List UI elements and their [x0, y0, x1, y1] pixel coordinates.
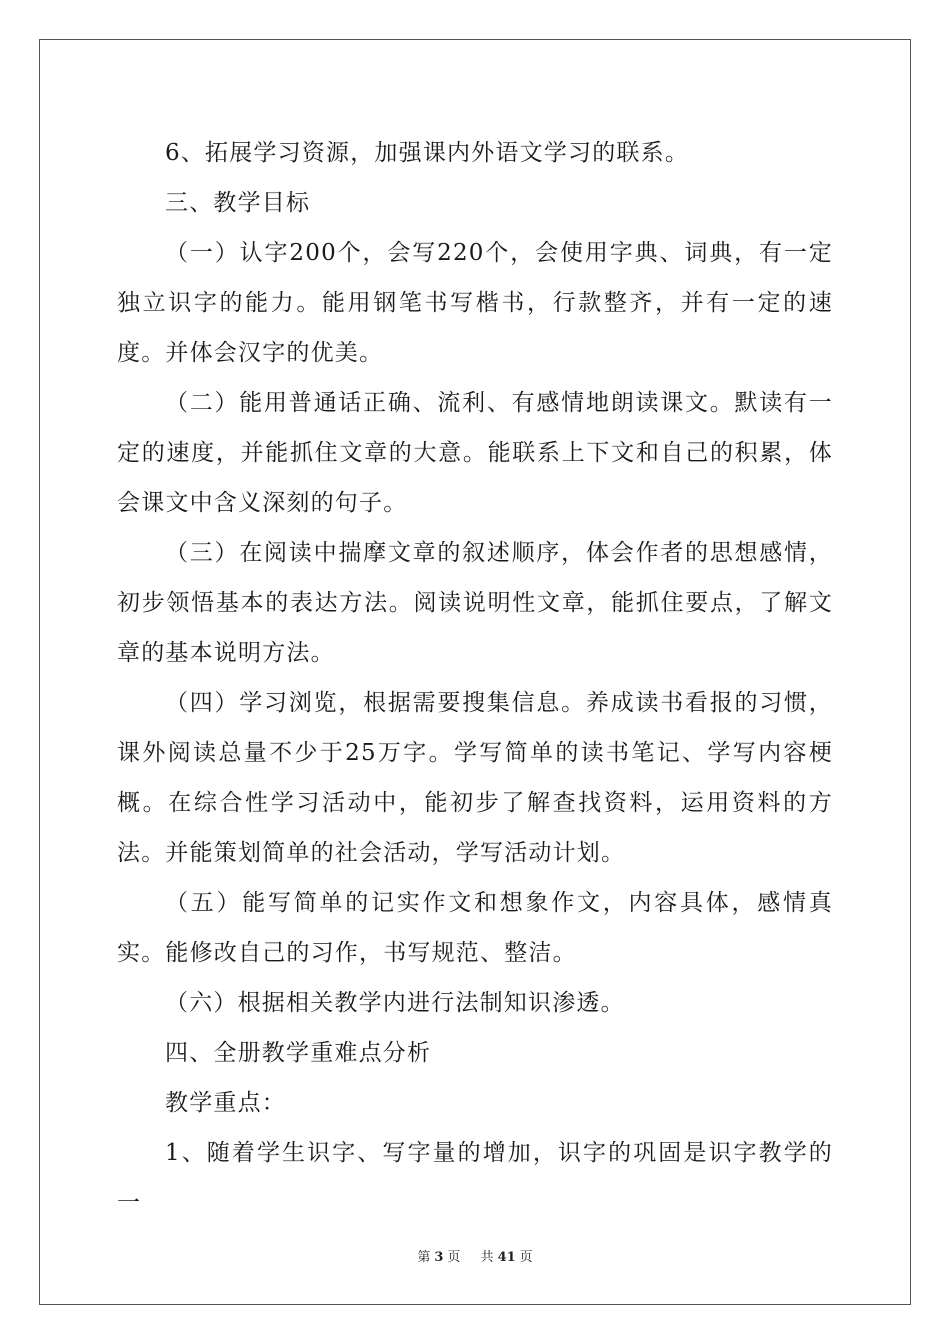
paragraph: （三）在阅读中揣摩文章的叙述顺序，体会作者的思想感情，初步领悟基本的表达方法。阅读说明性文章，能抓住要点，了解文章的基本说明方法。	[117, 540, 833, 666]
page-indicator	[413, 1250, 464, 1265]
section-heading: 三、教学目标	[165, 190, 311, 216]
page-suffix: 页	[447, 1250, 461, 1265]
page-footer	[0, 1246, 950, 1265]
paragraph: （四）学习浏览，根据需要搜集信息。养成读书看报的习惯，课外阅读总量不少于25万字。学写简单的读书笔记、学写内容梗概。在综合性学习活动中，能初步了解查找资料，运用资料的方法。并能策划简单的社会活动，学写活动计划。	[117, 690, 833, 866]
subheading: 教学重点：	[165, 1090, 286, 1116]
total-suffix: 页	[519, 1250, 533, 1265]
page-number: 3	[434, 1250, 444, 1265]
page-prefix: 第	[417, 1250, 431, 1265]
section-heading: 四、全册教学重难点分析	[165, 1040, 432, 1066]
paragraph: （六）根据相关教学内进行法制知识渗透。	[165, 990, 625, 1016]
total-indicator	[477, 1250, 537, 1265]
document-body	[117, 128, 833, 1228]
total-pages: 41	[497, 1250, 516, 1265]
paragraph: 1、随着学生识字、写字量的增加，识字的巩固是识字教学的一	[117, 1140, 833, 1216]
paragraph: （一）认字200个，会写220个，会使用字典、词典，有一定独立识字的能力。能用钢笔书写楷书，行款整齐，并有一定的速度。并体会汉字的优美。	[117, 240, 833, 366]
total-prefix: 共	[480, 1250, 494, 1265]
paragraph: （二）能用普通话正确、流利、有感情地朗读课文。默读有一定的速度，并能抓住文章的大意。能联系上下文和自己的积累，体会课文中含义深刻的句子。	[117, 390, 833, 516]
paragraph: （五）能写简单的记实作文和想象作文，内容具体，感情真实。能修改自己的习作，书写规范、整洁。	[117, 890, 833, 966]
paragraph: 6、拓展学习资源，加强课内外语文学习的联系。	[165, 140, 690, 166]
